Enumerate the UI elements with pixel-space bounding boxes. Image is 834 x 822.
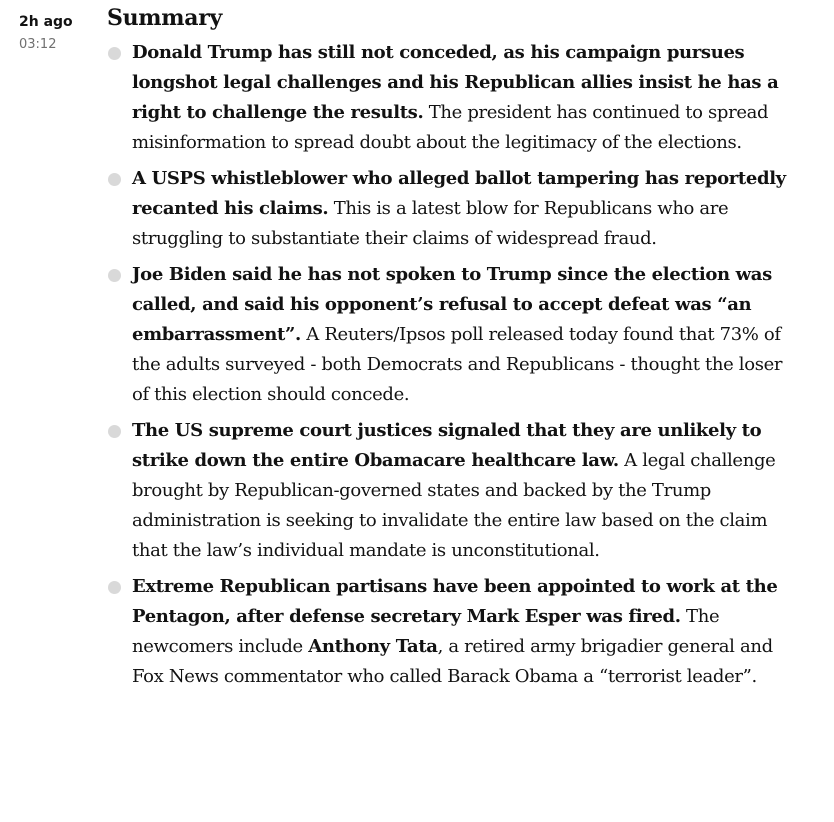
item-headline: The US supreme court justices signaled that they are unlikely to strike down the entire Obamacare healthcare law. [132,420,762,471]
item-text: , a retired army brigadier general and Fox News commentator who called Barack Obama a “terrorist leader”. [132,636,773,687]
bullet-icon [108,47,121,60]
summary-heading: Summary [107,5,222,31]
clock-time: 03:12 [19,37,57,52]
item-text: A Reuters/Ipsos poll released today found that 73% of the adults surveyed - both Democrats and Republicans - thought the loser of this election should concede. [132,324,783,405]
bullet-icon [108,425,121,438]
entry-timestamp [19,12,99,55]
item-text: The newcomers include [132,606,720,657]
item-headline: A USPS whistleblower who alleged ballot tampering has reportedly recanted his claims. [132,168,786,219]
bullet-icon [108,173,121,186]
item-text: This is a latest blow for Republicans who are struggling to substantiate their claims of widespread fraud. [132,198,729,249]
item-headline: Joe Biden said he has not spoken to Trump since the election was called, and said his opponent’s refusal to accept defeat was “an embarrassment”. [132,264,772,345]
item-headline: Extreme Republican partisans have been appointed to work at the Pentagon, after defense secretary Mark Esper was fired. [132,576,778,627]
item-text: A legal challenge brought by Republican-governed states and backed by the Trump administration is seeking to invalidate the entire law based on the claim that the law’s individual mandate is unconstitutional. [132,450,776,561]
list-item [107,416,797,566]
list-item [107,572,797,692]
list-item [107,260,797,410]
list-item [107,38,797,158]
item-headline: Donald Trump has still not conceded, as his campaign pursues longshot legal challenges and his Republican allies insist he has a right to challenge the results. [132,42,779,123]
summary-block [107,0,797,698]
person-name: Anthony Tata [308,636,438,657]
relative-time[interactable]: 2h ago [19,14,73,30]
list-item [107,164,797,254]
summary-list [107,38,797,692]
item-text: The president has continued to spread misinformation to spread doubt about the legitimacy of the elections. [132,102,769,153]
bullet-icon [108,269,121,282]
bullet-icon [108,581,121,594]
